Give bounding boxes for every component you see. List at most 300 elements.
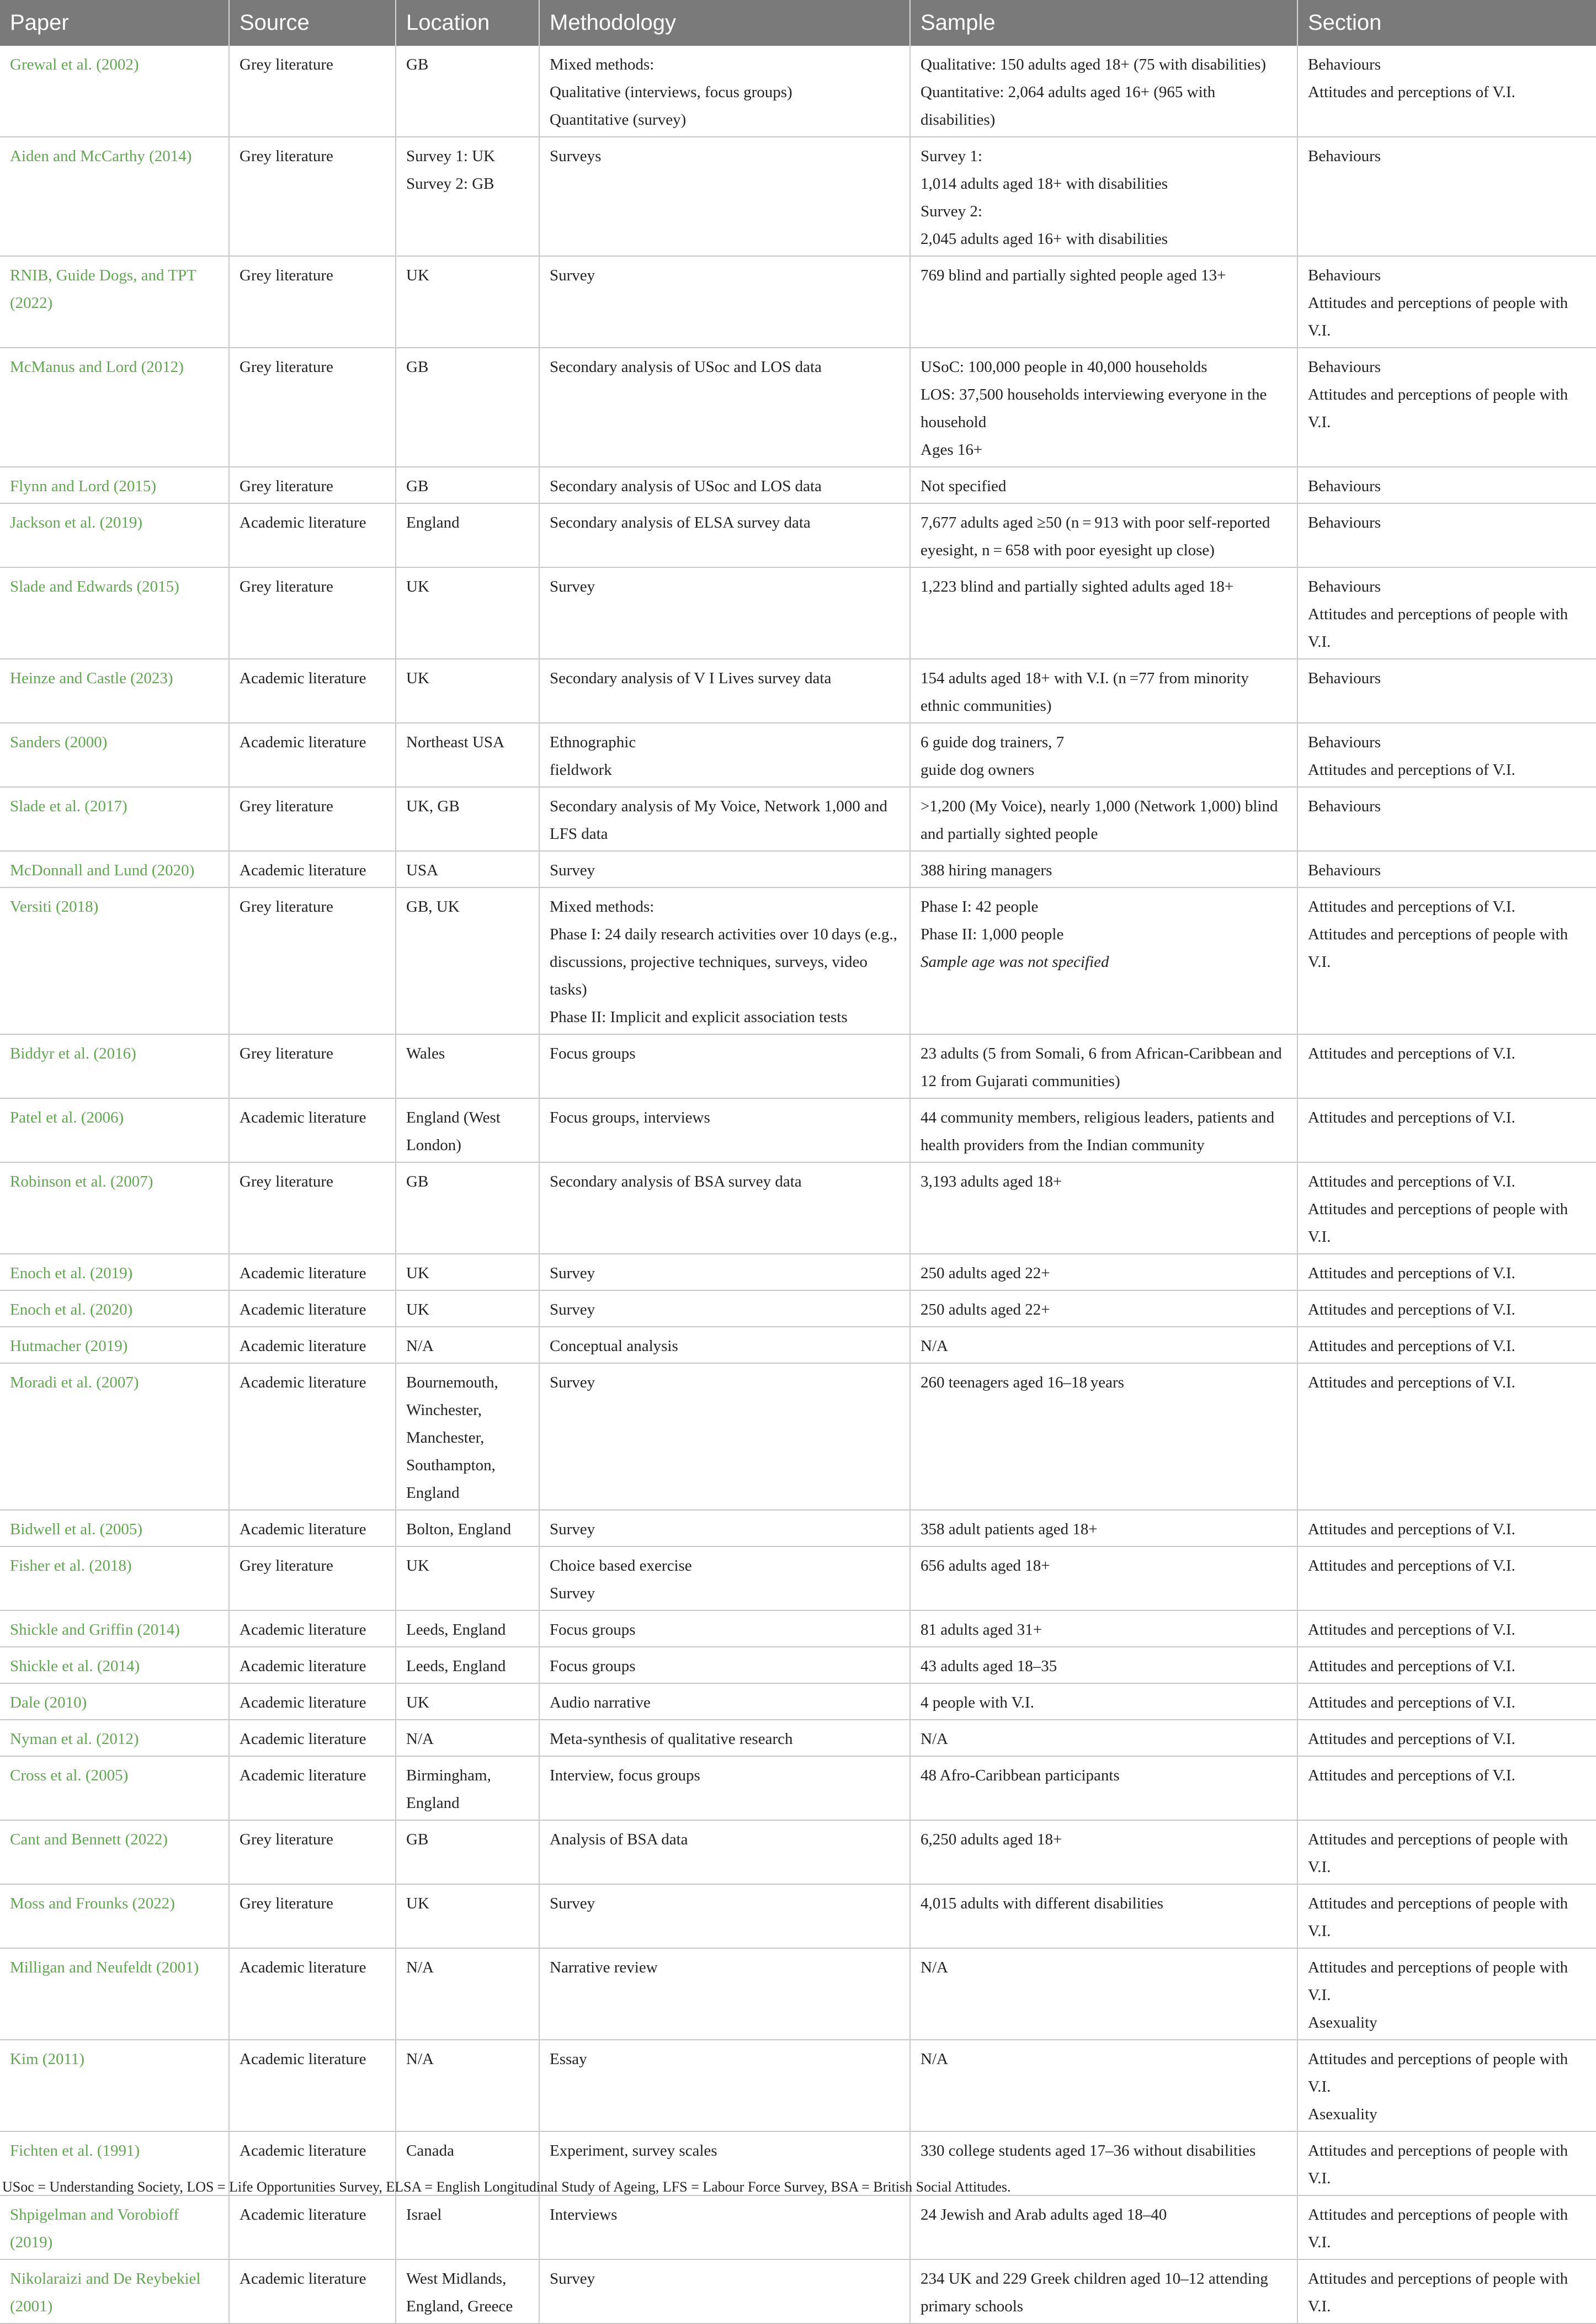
cell-sample-line: 1,223 blind and partially sighted adults aged 18+ bbox=[921, 578, 1234, 595]
cell-source: Grey literature bbox=[229, 1546, 396, 1610]
cell-location bbox=[396, 1546, 539, 1610]
cell-section-line: Attitudes and perceptions of V.I. bbox=[1308, 1557, 1515, 1575]
header-section: Section bbox=[1297, 0, 1596, 46]
cell-source: Academic literature bbox=[229, 1290, 396, 1327]
cell-paper[interactable]: Dale (2010) bbox=[0, 1683, 229, 1720]
cell-paper[interactable]: Slade and Edwards (2015) bbox=[0, 567, 229, 659]
table-row bbox=[0, 851, 1596, 887]
cell-sample bbox=[910, 46, 1297, 137]
cell-section bbox=[1297, 348, 1596, 467]
cell-location bbox=[396, 1327, 539, 1363]
cell-section-line: Attitudes and perceptions of V.I. bbox=[1308, 1730, 1515, 1748]
cell-section-line: Behaviours bbox=[1308, 477, 1381, 495]
cell-source: Academic literature bbox=[229, 1363, 396, 1510]
cell-methodology-line: Survey bbox=[550, 1520, 595, 1538]
cell-location bbox=[396, 723, 539, 787]
cell-methodology bbox=[539, 1254, 910, 1290]
cell-paper[interactable]: Patel et al. (2006) bbox=[0, 1098, 229, 1162]
cell-location bbox=[396, 1756, 539, 1820]
cell-paper[interactable]: Grewal et al. (2002) bbox=[0, 46, 229, 137]
cell-section-line: Attitudes and perceptions of V.I. bbox=[1308, 1767, 1515, 1784]
cell-sample-line: 6 guide dog trainers, 7 bbox=[921, 733, 1065, 751]
table-body bbox=[0, 46, 1596, 2323]
cell-paper[interactable]: Hutmacher (2019) bbox=[0, 1327, 229, 1363]
cell-location-line: England (West London) bbox=[406, 1109, 501, 1154]
cell-sample bbox=[910, 137, 1297, 256]
cell-methodology bbox=[539, 1683, 910, 1720]
cell-section bbox=[1297, 659, 1596, 723]
table-row bbox=[0, 887, 1596, 1034]
cell-paper[interactable]: Robinson et al. (2007) bbox=[0, 1162, 229, 1254]
cell-sample bbox=[910, 1647, 1297, 1683]
cell-methodology bbox=[539, 46, 910, 137]
cell-paper[interactable]: Shickle et al. (2014) bbox=[0, 1647, 229, 1683]
cell-section-line: Attitudes and perceptions of people with V.I. bbox=[1308, 1200, 1568, 1246]
cell-location-line: GB bbox=[406, 1173, 429, 1190]
cell-location-line: UK bbox=[406, 1557, 429, 1575]
cell-paper[interactable]: RNIB, Guide Dogs, and TPT (2022) bbox=[0, 256, 229, 348]
cell-location-line: UK bbox=[406, 1895, 429, 1912]
cell-section bbox=[1297, 1254, 1596, 1290]
cell-paper[interactable]: Enoch et al. (2020) bbox=[0, 1290, 229, 1327]
cell-source: Grey literature bbox=[229, 787, 396, 851]
cell-sample-line: Phase II: 1,000 people bbox=[921, 926, 1064, 943]
table-row bbox=[0, 2259, 1596, 2323]
cell-methodology-line: Secondary analysis of ELSA survey data bbox=[550, 514, 811, 531]
cell-paper[interactable]: Cross et al. (2005) bbox=[0, 1756, 229, 1820]
cell-sample-line: 44 community members, religious leaders, patients and health providers from the Indian community bbox=[921, 1109, 1275, 1154]
cell-sample bbox=[910, 503, 1297, 567]
cell-methodology bbox=[539, 1610, 910, 1647]
cell-paper[interactable]: Sanders (2000) bbox=[0, 723, 229, 787]
cell-location-line: Survey 1: UK bbox=[406, 147, 496, 165]
table-row bbox=[0, 1720, 1596, 1756]
cell-paper[interactable]: Milligan and Neufeldt (2001) bbox=[0, 1948, 229, 2040]
cell-sample-line: USoC: 100,000 people in 40,000 households bbox=[921, 358, 1207, 376]
cell-section-line: Attitudes and perceptions of V.I. bbox=[1308, 761, 1515, 779]
cell-section bbox=[1297, 1510, 1596, 1546]
cell-location-line: Birmingham, England bbox=[406, 1767, 491, 1812]
cell-sample-line: LOS: 37,500 households interviewing everyone in the household bbox=[921, 386, 1267, 431]
cell-source: Grey literature bbox=[229, 567, 396, 659]
cell-source: Grey literature bbox=[229, 256, 396, 348]
cell-location-line: UK, GB bbox=[406, 797, 460, 815]
cell-paper[interactable]: Flynn and Lord (2015) bbox=[0, 467, 229, 503]
cell-methodology-line: Phase II: Implicit and explicit association tests bbox=[550, 1008, 848, 1026]
table-row bbox=[0, 1098, 1596, 1162]
cell-section bbox=[1297, 2259, 1596, 2323]
cell-methodology bbox=[539, 887, 910, 1034]
table-row bbox=[0, 1327, 1596, 1363]
cell-sample-line: 24 Jewish and Arab adults aged 18–40 bbox=[921, 2206, 1167, 2224]
cell-section bbox=[1297, 887, 1596, 1034]
cell-methodology-line: Secondary analysis of BSA survey data bbox=[550, 1173, 802, 1190]
cell-sample bbox=[910, 1363, 1297, 1510]
cell-section bbox=[1297, 567, 1596, 659]
cell-section bbox=[1297, 1948, 1596, 2040]
cell-sample-line: 2,045 adults aged 16+ with disabilities bbox=[921, 230, 1168, 248]
cell-methodology-line: Analysis of BSA data bbox=[550, 1831, 688, 1848]
cell-sample bbox=[910, 1610, 1297, 1647]
cell-methodology bbox=[539, 567, 910, 659]
cell-methodology-line: Meta-synthesis of qualitative research bbox=[550, 1730, 793, 1748]
cell-methodology bbox=[539, 1720, 910, 1756]
cell-paper[interactable]: McDonnall and Lund (2020) bbox=[0, 851, 229, 887]
cell-paper[interactable]: Fisher et al. (2018) bbox=[0, 1546, 229, 1610]
cell-sample bbox=[910, 1720, 1297, 1756]
cell-location bbox=[396, 1098, 539, 1162]
cell-section-line: Behaviours bbox=[1308, 56, 1381, 73]
cell-location bbox=[396, 1720, 539, 1756]
cell-section bbox=[1297, 1720, 1596, 1756]
cell-source: Grey literature bbox=[229, 137, 396, 256]
cell-sample-line: Phase I: 42 people bbox=[921, 898, 1039, 916]
cell-methodology-line: Survey bbox=[550, 2270, 595, 2288]
cell-sample-line: 260 teenagers aged 16–18 years bbox=[921, 1374, 1124, 1391]
cell-source: Academic literature bbox=[229, 2040, 396, 2131]
cell-methodology bbox=[539, 851, 910, 887]
cell-location bbox=[396, 851, 539, 887]
cell-section-line: Behaviours bbox=[1308, 669, 1381, 687]
cell-methodology-line: Experiment, survey scales bbox=[550, 2142, 717, 2160]
cell-section bbox=[1297, 467, 1596, 503]
cell-methodology bbox=[539, 2195, 910, 2259]
cell-location-line: N/A bbox=[406, 1337, 434, 1355]
cell-source: Grey literature bbox=[229, 1820, 396, 1884]
table-row bbox=[0, 1647, 1596, 1683]
cell-methodology-line: Secondary analysis of My Voice, Network 1,000 and LFS data bbox=[550, 797, 887, 843]
cell-section-line: Attitudes and perceptions of people with V.I. bbox=[1308, 2270, 1568, 2315]
cell-location-line: UK bbox=[406, 1301, 429, 1318]
cell-methodology-line: Focus groups bbox=[550, 1621, 636, 1639]
cell-methodology-line: Focus groups, interviews bbox=[550, 1109, 710, 1126]
cell-source: Grey literature bbox=[229, 1884, 396, 1948]
cell-methodology-line: Conceptual analysis bbox=[550, 1337, 678, 1355]
cell-methodology-line: Survey bbox=[550, 267, 595, 284]
cell-sample-line: 48 Afro-Caribbean participants bbox=[921, 1767, 1120, 1784]
cell-methodology-line: Narrative review bbox=[550, 1959, 658, 1976]
cell-sample bbox=[910, 2259, 1297, 2323]
cell-sample-line: N/A bbox=[921, 1730, 948, 1748]
cell-section bbox=[1297, 1162, 1596, 1254]
cell-section bbox=[1297, 851, 1596, 887]
table-row bbox=[0, 1363, 1596, 1510]
table-row bbox=[0, 1290, 1596, 1327]
cell-methodology-line: Survey bbox=[550, 861, 595, 879]
cell-section bbox=[1297, 1647, 1596, 1683]
cell-sample bbox=[910, 659, 1297, 723]
cell-section bbox=[1297, 137, 1596, 256]
cell-sample bbox=[910, 1546, 1297, 1610]
table-row bbox=[0, 787, 1596, 851]
cell-section-line: Behaviours bbox=[1308, 797, 1381, 815]
cell-sample bbox=[910, 1098, 1297, 1162]
table-row bbox=[0, 1820, 1596, 1884]
cell-paper[interactable]: Biddyr et al. (2016) bbox=[0, 1034, 229, 1098]
cell-location bbox=[396, 2195, 539, 2259]
cell-sample-line: N/A bbox=[921, 2050, 948, 2068]
cell-location bbox=[396, 1290, 539, 1327]
cell-methodology bbox=[539, 1162, 910, 1254]
cell-sample-line: Not specified bbox=[921, 477, 1007, 495]
table-row bbox=[0, 723, 1596, 787]
cell-section bbox=[1297, 1756, 1596, 1820]
cell-section-line: Attitudes and perceptions of people with V.I. bbox=[1308, 1959, 1568, 2004]
cell-sample bbox=[910, 467, 1297, 503]
cell-paper[interactable]: Bidwell et al. (2005) bbox=[0, 1510, 229, 1546]
cell-sample bbox=[910, 2195, 1297, 2259]
cell-sample bbox=[910, 1820, 1297, 1884]
cell-location bbox=[396, 137, 539, 256]
cell-source: Academic literature bbox=[229, 723, 396, 787]
cell-section-line: Attitudes and perceptions of V.I. bbox=[1308, 1374, 1515, 1391]
cell-methodology-line: Secondary analysis of USoc and LOS data bbox=[550, 477, 822, 495]
cell-location bbox=[396, 887, 539, 1034]
cell-section-line: Behaviours bbox=[1308, 267, 1381, 284]
cell-location bbox=[396, 256, 539, 348]
cell-source: Academic literature bbox=[229, 2195, 396, 2259]
cell-paper[interactable]: Aiden and McCarthy (2014) bbox=[0, 137, 229, 256]
cell-paper[interactable]: Nikolaraizi and De Reybekiel (2001) bbox=[0, 2259, 229, 2323]
cell-location bbox=[396, 659, 539, 723]
cell-location-line: GB, UK bbox=[406, 898, 460, 916]
cell-location-line: Bolton, England bbox=[406, 1520, 512, 1538]
table-row bbox=[0, 1884, 1596, 1948]
cell-source: Grey literature bbox=[229, 1162, 396, 1254]
cell-section-line: Attitudes and perceptions of V.I. bbox=[1308, 1301, 1515, 1318]
table-row bbox=[0, 256, 1596, 348]
cell-sample-line: >1,200 (My Voice), nearly 1,000 (Network 1,000) blind and partially sighted people bbox=[921, 797, 1278, 843]
cell-source: Academic literature bbox=[229, 2131, 396, 2195]
cell-paper[interactable]: Shickle and Griffin (2014) bbox=[0, 1610, 229, 1647]
cell-location-line: UK bbox=[406, 578, 429, 595]
cell-section bbox=[1297, 2131, 1596, 2195]
cell-sample bbox=[910, 1756, 1297, 1820]
cell-section bbox=[1297, 723, 1596, 787]
cell-sample bbox=[910, 1162, 1297, 1254]
cell-sample bbox=[910, 1683, 1297, 1720]
cell-methodology-line: Audio narrative bbox=[550, 1694, 651, 1711]
cell-paper[interactable]: Kim (2011) bbox=[0, 2040, 229, 2131]
cell-location-line: GB bbox=[406, 56, 429, 73]
cell-methodology-line: fieldwork bbox=[550, 761, 612, 779]
cell-section-line: Attitudes and perceptions of people with V.I. bbox=[1308, 926, 1568, 971]
header-paper: Paper bbox=[0, 0, 229, 46]
table-row bbox=[0, 46, 1596, 137]
cell-location-line: Survey 2: GB bbox=[406, 175, 494, 193]
cell-section bbox=[1297, 256, 1596, 348]
cell-methodology-line: Survey bbox=[550, 1374, 595, 1391]
cell-sample-line: 4 people with V.I. bbox=[921, 1694, 1034, 1711]
cell-methodology bbox=[539, 1546, 910, 1610]
cell-location-line: UK bbox=[406, 1694, 429, 1711]
cell-sample-line: 81 adults aged 31+ bbox=[921, 1621, 1042, 1639]
cell-source: Academic literature bbox=[229, 851, 396, 887]
cell-methodology bbox=[539, 1098, 910, 1162]
cell-source: Academic literature bbox=[229, 1610, 396, 1647]
cell-methodology-line: Mixed methods: bbox=[550, 898, 655, 916]
cell-methodology bbox=[539, 1290, 910, 1327]
table-row bbox=[0, 2040, 1596, 2131]
cell-sample-line: 250 adults aged 22+ bbox=[921, 1301, 1050, 1318]
cell-location-line: UK bbox=[406, 1264, 429, 1282]
cell-sample-line: N/A bbox=[921, 1337, 948, 1355]
cell-paper[interactable]: Moradi et al. (2007) bbox=[0, 1363, 229, 1510]
cell-sample-line: 358 adult patients aged 18+ bbox=[921, 1520, 1098, 1538]
cell-location bbox=[396, 1610, 539, 1647]
cell-section-line: Behaviours bbox=[1308, 733, 1381, 751]
cell-location-line: Israel bbox=[406, 2206, 442, 2224]
cell-section bbox=[1297, 1034, 1596, 1098]
cell-section bbox=[1297, 46, 1596, 137]
cell-location bbox=[396, 787, 539, 851]
cell-section bbox=[1297, 1683, 1596, 1720]
cell-methodology-line: Survey bbox=[550, 1895, 595, 1912]
cell-sample-line: Sample age was not specified bbox=[921, 953, 1109, 971]
cell-sample bbox=[910, 1254, 1297, 1290]
cell-methodology-line: Survey bbox=[550, 1264, 595, 1282]
cell-paper[interactable]: Fichten et al. (1991) bbox=[0, 2131, 229, 2195]
cell-paper[interactable]: McManus and Lord (2012) bbox=[0, 348, 229, 467]
cell-sample bbox=[910, 1327, 1297, 1363]
cell-location-line: UK bbox=[406, 669, 429, 687]
cell-sample-line: 154 adults aged 18+ with V.I. (n =77 from minority ethnic communities) bbox=[921, 669, 1249, 715]
cell-source: Grey literature bbox=[229, 467, 396, 503]
cell-source: Academic literature bbox=[229, 1510, 396, 1546]
cell-sample bbox=[910, 1884, 1297, 1948]
cell-methodology-line: Survey bbox=[550, 1301, 595, 1318]
cell-section-line: Attitudes and perceptions of people with V.I. bbox=[1308, 1831, 1568, 1876]
cell-location bbox=[396, 1683, 539, 1720]
cell-sample bbox=[910, 2040, 1297, 2131]
cell-methodology bbox=[539, 348, 910, 467]
cell-sample-line: 43 adults aged 18–35 bbox=[921, 1657, 1057, 1675]
cell-section-line: Behaviours bbox=[1308, 147, 1381, 165]
cell-paper[interactable]: Heinze and Castle (2023) bbox=[0, 659, 229, 723]
header-location: Location bbox=[396, 0, 539, 46]
cell-location bbox=[396, 467, 539, 503]
cell-location bbox=[396, 1948, 539, 2040]
cell-sample bbox=[910, 567, 1297, 659]
cell-section bbox=[1297, 2040, 1596, 2131]
cell-location-line: N/A bbox=[406, 2050, 434, 2068]
cell-section-line: Attitudes and perceptions of people with V.I. bbox=[1308, 386, 1568, 431]
cell-source: Academic literature bbox=[229, 1254, 396, 1290]
cell-location bbox=[396, 348, 539, 467]
cell-location bbox=[396, 2040, 539, 2131]
cell-source: Academic literature bbox=[229, 503, 396, 567]
cell-location-line: N/A bbox=[406, 1959, 434, 1976]
cell-sample-line: 330 college students aged 17–36 without disabilities bbox=[921, 2142, 1256, 2160]
header-methodology: Methodology bbox=[539, 0, 910, 46]
cell-sample-line: 250 adults aged 22+ bbox=[921, 1264, 1050, 1282]
table-row bbox=[0, 1510, 1596, 1546]
cell-sample-line: 3,193 adults aged 18+ bbox=[921, 1173, 1062, 1190]
cell-methodology bbox=[539, 1034, 910, 1098]
cell-location bbox=[396, 2259, 539, 2323]
cell-methodology bbox=[539, 1647, 910, 1683]
table-row bbox=[0, 1546, 1596, 1610]
table-row bbox=[0, 1162, 1596, 1254]
cell-section-line: Attitudes and perceptions of V.I. bbox=[1308, 898, 1515, 916]
cell-paper[interactable]: Jackson et al. (2019) bbox=[0, 503, 229, 567]
table-row bbox=[0, 467, 1596, 503]
cell-section-line: Attitudes and perceptions of V.I. bbox=[1308, 83, 1515, 101]
cell-location bbox=[396, 1363, 539, 1510]
cell-methodology bbox=[539, 1948, 910, 2040]
cell-methodology-line: Focus groups bbox=[550, 1045, 636, 1062]
cell-location-line: England bbox=[406, 514, 460, 531]
cell-paper[interactable]: Moss and Frounks (2022) bbox=[0, 1884, 229, 1948]
cell-sample bbox=[910, 723, 1297, 787]
cell-methodology-line: Phase I: 24 daily research activities over 10 days (e.g., discussions, projective techniques, surveys, video tasks) bbox=[550, 926, 897, 998]
cell-methodology-line: Surveys bbox=[550, 147, 602, 165]
cell-sample bbox=[910, 851, 1297, 887]
cell-section bbox=[1297, 1820, 1596, 1884]
cell-sample-line: Ages 16+ bbox=[921, 441, 983, 459]
cell-section-line: Asexuality bbox=[1308, 2014, 1377, 2031]
cell-paper[interactable]: Slade et al. (2017) bbox=[0, 787, 229, 851]
cell-source: Grey literature bbox=[229, 1034, 396, 1098]
cell-methodology-line: Survey bbox=[550, 1584, 595, 1602]
cell-source: Academic literature bbox=[229, 1756, 396, 1820]
cell-sample-line: 6,250 adults aged 18+ bbox=[921, 1831, 1062, 1848]
cell-sample-line: 7,677 adults aged ≥50 (n = 913 with poor self-reported eyesight, n = 658 with poor eyesight up close) bbox=[921, 514, 1270, 559]
cell-location bbox=[396, 1820, 539, 1884]
cell-methodology bbox=[539, 467, 910, 503]
cell-methodology bbox=[539, 1510, 910, 1546]
cell-section-line: Behaviours bbox=[1308, 578, 1381, 595]
table-row bbox=[0, 567, 1596, 659]
cell-section-line: Attitudes and perceptions of V.I. bbox=[1308, 1621, 1515, 1639]
cell-paper[interactable]: Nyman et al. (2012) bbox=[0, 1720, 229, 1756]
cell-section-line: Behaviours bbox=[1308, 514, 1381, 531]
cell-methodology-line: Focus groups bbox=[550, 1657, 636, 1675]
cell-methodology bbox=[539, 1756, 910, 1820]
cell-methodology-line: Essay bbox=[550, 2050, 587, 2068]
cell-paper[interactable]: Enoch et al. (2019) bbox=[0, 1254, 229, 1290]
cell-location-line: Northeast USA bbox=[406, 733, 505, 751]
cell-section-line: Behaviours bbox=[1308, 358, 1381, 376]
cell-section bbox=[1297, 787, 1596, 851]
header-sample: Sample bbox=[910, 0, 1297, 46]
cell-section-line: Attitudes and perceptions of V.I. bbox=[1308, 1173, 1515, 1190]
cell-section-line: Attitudes and perceptions of V.I. bbox=[1308, 1657, 1515, 1675]
cell-paper[interactable]: Versiti (2018) bbox=[0, 887, 229, 1034]
cell-paper[interactable]: Shpigelman and Vorobioff (2019) bbox=[0, 2195, 229, 2259]
cell-location bbox=[396, 1162, 539, 1254]
table-row bbox=[0, 1683, 1596, 1720]
cell-section-line: Attitudes and perceptions of people with V.I. bbox=[1308, 294, 1568, 339]
cell-location-line: UK bbox=[406, 267, 429, 284]
cell-location-line: GB bbox=[406, 358, 429, 376]
cell-location bbox=[396, 567, 539, 659]
cell-location-line: GB bbox=[406, 477, 429, 495]
cell-section-line: Attitudes and perceptions of V.I. bbox=[1308, 1264, 1515, 1282]
cell-methodology bbox=[539, 503, 910, 567]
cell-section bbox=[1297, 503, 1596, 567]
cell-methodology-line: Secondary analysis of V I Lives survey data bbox=[550, 669, 832, 687]
cell-sample bbox=[910, 1510, 1297, 1546]
table-row bbox=[0, 1610, 1596, 1647]
cell-sample-line: Quantitative: 2,064 adults aged 16+ (965 with disabilities) bbox=[921, 83, 1216, 129]
table-row bbox=[0, 659, 1596, 723]
cell-source: Academic literature bbox=[229, 659, 396, 723]
cell-source: Academic literature bbox=[229, 1098, 396, 1162]
cell-sample-line: 23 adults (5 from Somali, 6 from African-Caribbean and 12 from Gujarati communities) bbox=[921, 1045, 1282, 1090]
cell-section bbox=[1297, 1098, 1596, 1162]
cell-paper[interactable]: Cant and Bennett (2022) bbox=[0, 1820, 229, 1884]
